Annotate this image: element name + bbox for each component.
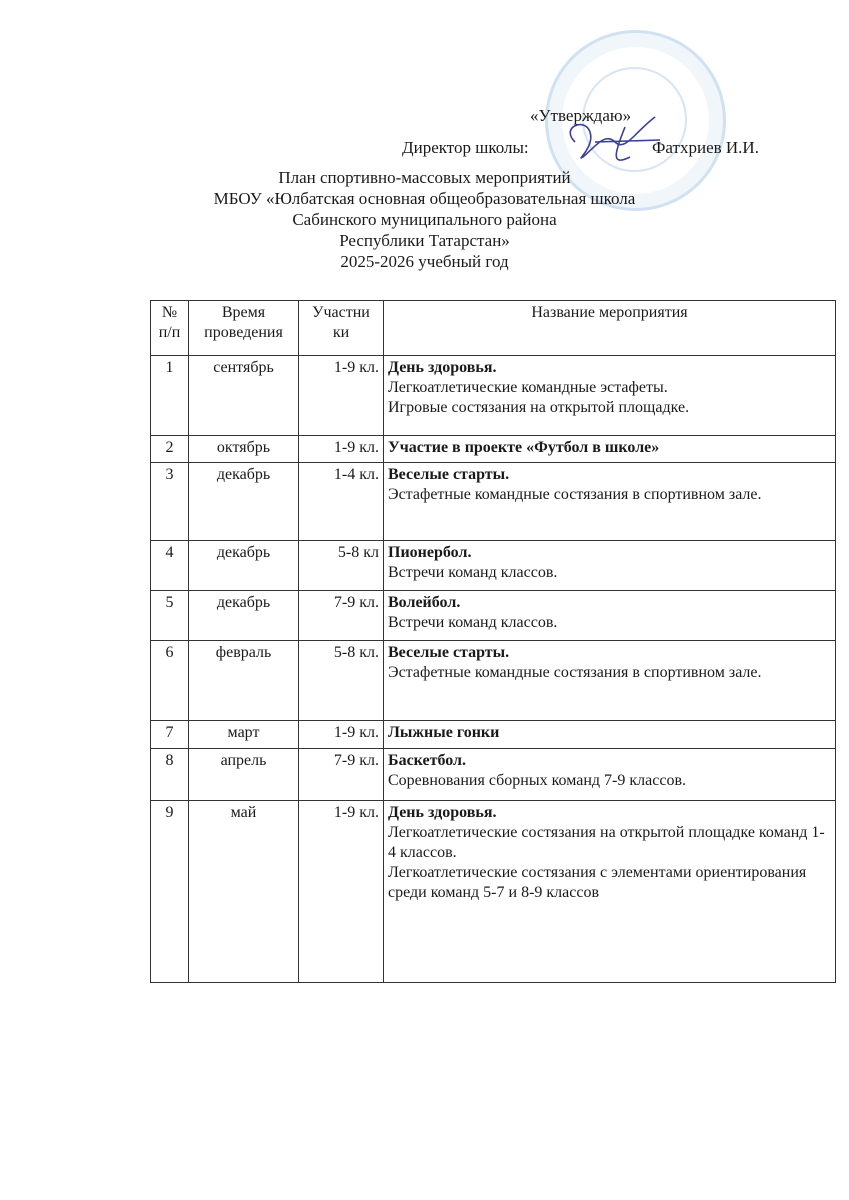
row-event <box>384 641 836 721</box>
row-time: декабрь <box>189 591 299 641</box>
row-participants: 5-8 кл. <box>299 641 384 721</box>
row-time: февраль <box>189 641 299 721</box>
row-participants: 1-4 кл. <box>299 463 384 541</box>
row-time: март <box>189 721 299 749</box>
row-event <box>384 356 836 436</box>
row-number: 2 <box>151 436 189 463</box>
table-row <box>151 721 836 749</box>
event-title: Лыжные гонки <box>388 724 500 741</box>
school-name: МБОУ «Юлбатская основная общеобразовательная школа <box>213 189 636 208</box>
row-time: декабрь <box>189 463 299 541</box>
event-title: Пионербол. <box>388 544 472 561</box>
row-number: 5 <box>151 591 189 641</box>
approval-label: «Утверждаю» <box>530 106 632 125</box>
event-description: Эстафетные командные состязания в спортивном зале. <box>388 664 762 681</box>
row-event <box>384 541 836 591</box>
row-event <box>384 436 836 463</box>
row-number: 1 <box>151 356 189 436</box>
event-description: Легкоатлетические командные эстафеты. <box>388 379 668 396</box>
row-event <box>384 721 836 749</box>
row-event <box>384 463 836 541</box>
row-event <box>384 591 836 641</box>
republic: Республики Татарстан» <box>339 231 510 250</box>
table-row <box>151 436 836 463</box>
header-participants: Участни ки <box>299 301 384 356</box>
event-description: Встречи команд классов. <box>388 564 558 581</box>
header-number: № п/п <box>151 301 189 356</box>
event-description: Легкоатлетические состязания с элементами ориентирования среди команд 5-7 и 8-9 классов <box>388 864 807 901</box>
row-participants: 1-9 кл. <box>299 801 384 983</box>
event-title: Участие в проекте «Футбол в школе» <box>388 439 660 456</box>
table-row <box>151 356 836 436</box>
row-number: 9 <box>151 801 189 983</box>
row-number: 7 <box>151 721 189 749</box>
event-description: Игровые состязания на открытой площадке. <box>388 399 690 416</box>
row-time: май <box>189 801 299 983</box>
plan-title: План спортивно-массовых мероприятий <box>278 168 571 187</box>
row-time: октябрь <box>189 436 299 463</box>
row-number: 3 <box>151 463 189 541</box>
row-number: 6 <box>151 641 189 721</box>
row-participants: 5-8 кл <box>299 541 384 591</box>
table-header-row <box>151 301 836 356</box>
table-row <box>151 801 836 983</box>
event-description: Легкоатлетические состязания на открытой площадке команд 1-4 классов. <box>388 824 825 861</box>
header-time: Время проведения <box>189 301 299 356</box>
row-participants: 7-9 кл. <box>299 749 384 801</box>
row-event <box>384 801 836 983</box>
row-number: 4 <box>151 541 189 591</box>
school-year: 2025-2026 учебный год <box>340 252 509 271</box>
event-title: Волейбол. <box>388 594 461 611</box>
event-title: День здоровья. <box>388 359 497 376</box>
row-participants: 1-9 кл. <box>299 436 384 463</box>
district: Сабинского муниципального района <box>292 210 557 229</box>
event-title: День здоровья. <box>388 804 497 821</box>
row-participants: 1-9 кл. <box>299 721 384 749</box>
row-number: 8 <box>151 749 189 801</box>
director-name: Фатхриев И.И. <box>652 138 759 157</box>
event-title: Веселые старты. <box>388 466 510 483</box>
row-time: декабрь <box>189 541 299 591</box>
event-description: Встречи команд классов. <box>388 614 558 631</box>
event-description: Эстафетные командные состязания в спортивном зале. <box>388 486 762 503</box>
event-description: Соревнования сборных команд 7-9 классов. <box>388 772 686 789</box>
row-event <box>384 749 836 801</box>
table-row <box>151 591 836 641</box>
director-position: Директор школы: <box>402 138 529 157</box>
table-row <box>151 541 836 591</box>
table-row <box>151 641 836 721</box>
table-row <box>151 463 836 541</box>
header-event: Название мероприятия <box>384 301 836 356</box>
events-table <box>150 300 836 983</box>
event-title: Веселые старты. <box>388 644 510 661</box>
event-title: Баскетбол. <box>388 752 467 769</box>
row-time: апрель <box>189 749 299 801</box>
row-participants: 1-9 кл. <box>299 356 384 436</box>
table-row <box>151 749 836 801</box>
row-participants: 7-9 кл. <box>299 591 384 641</box>
row-time: сентябрь <box>189 356 299 436</box>
